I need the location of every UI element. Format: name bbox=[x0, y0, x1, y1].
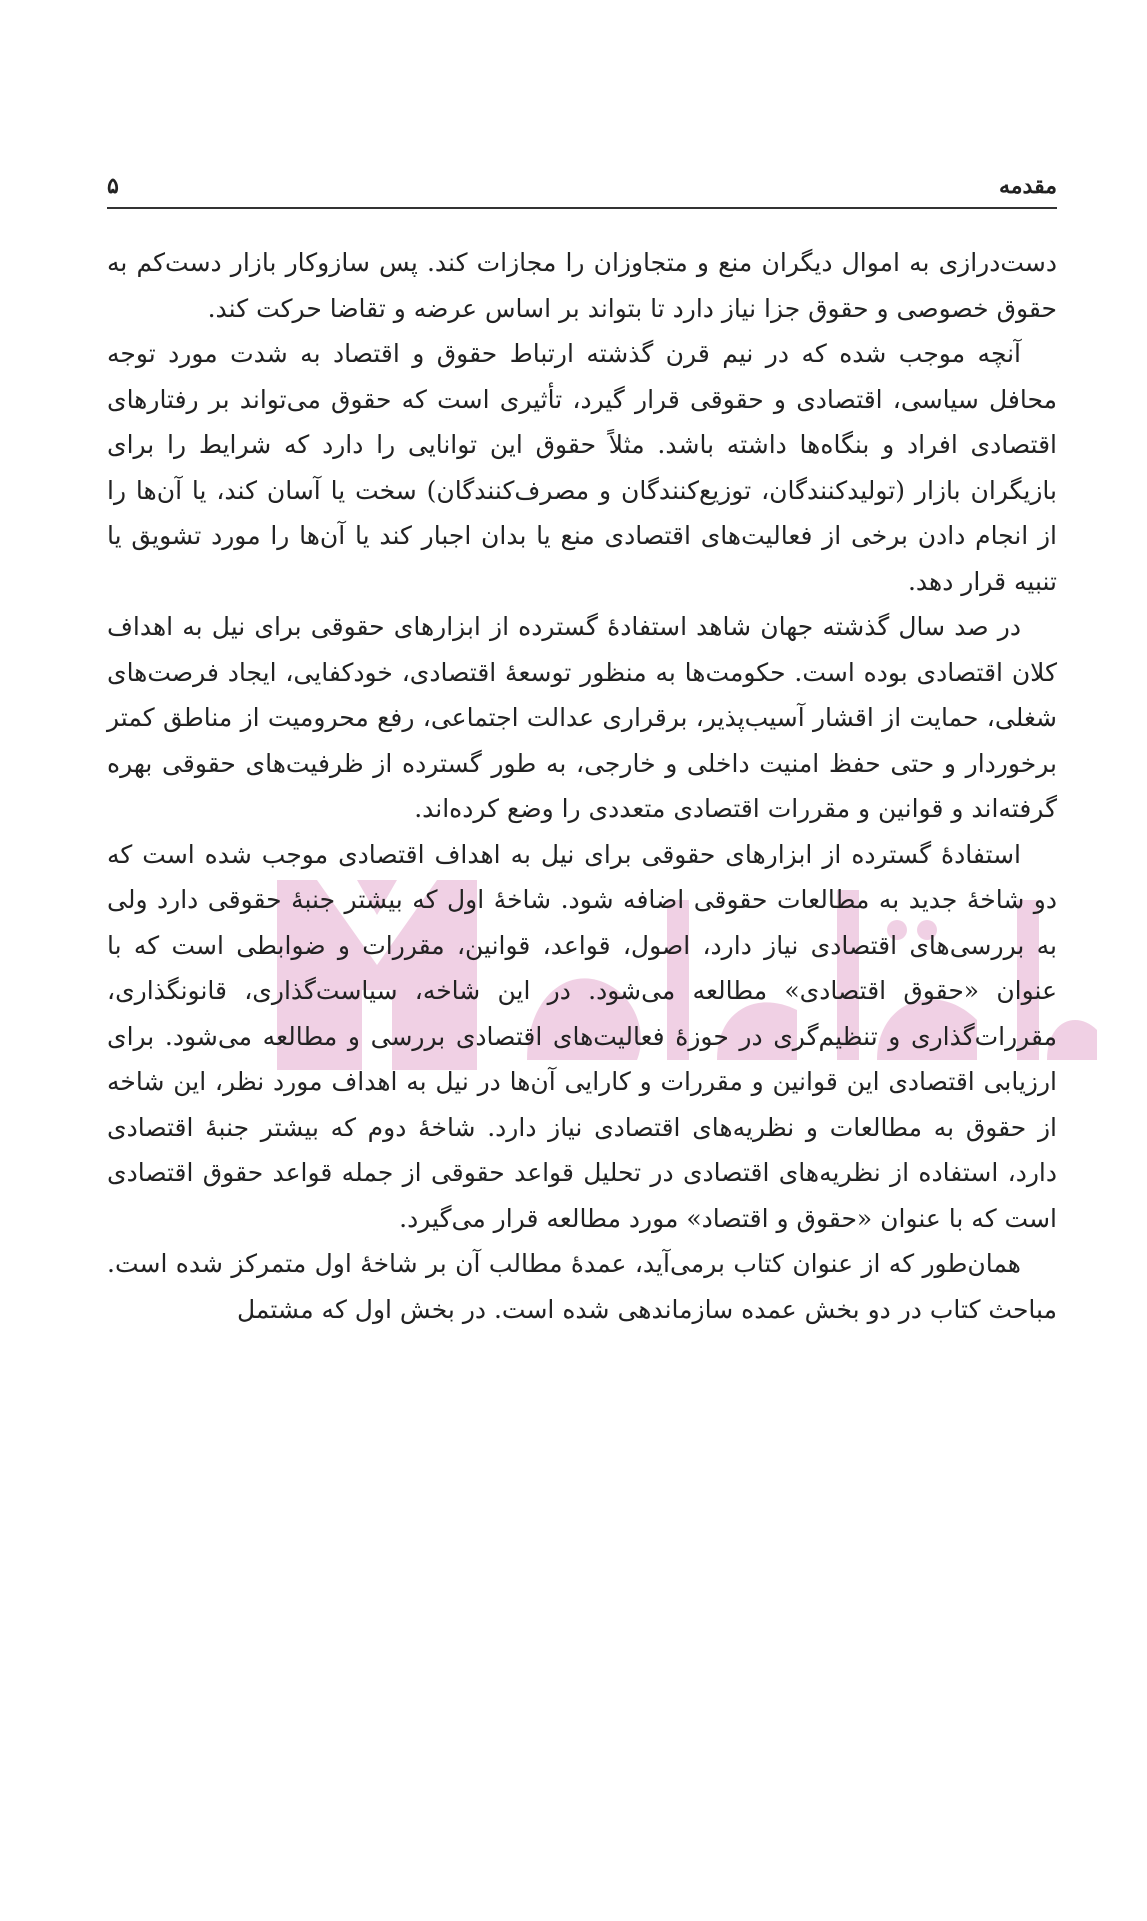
body-text bbox=[107, 240, 1057, 1332]
paragraph-3: در صد سال گذشته جهان شاهد استفادهٔ گسترده از ابزارهای حقوقی برای نیل به اهداف کلان اقتصادی بوده است. حکومت‌ها به منظور توسعهٔ اقتصادی، خودکفایی، ایجاد فرصت‌های شغلی، حمایت از اقشار آسیب‌پذیر، برقراری عدالت اجتماعی، رفع محرومیت از مناطق کمتر برخوردار و حتی حفظ امنیت داخلی و خارجی، به طور گسترده از ظرفیت‌های حقوقی بهره گرفته‌اند و قوانین و مقررات اقتصادی متعددی را وضع کرده‌اند. bbox=[107, 612, 1057, 823]
header-rule bbox=[107, 207, 1057, 209]
paragraph-5: همان‌طور که از عنوان کتاب برمی‌آید، عمدهٔ مطالب آن بر شاخهٔ اول متمرکز شده است. مباحث کتاب در دو بخش عمده سازماندهی شده است. در بخش اول که مشتمل bbox=[107, 1249, 1057, 1324]
paragraph-4: استفادهٔ گسترده از ابزارهای حقوقی برای نیل به اهداف اقتصادی موجب شده است که دو شاخهٔ جدید به مطالعات حقوقی اضافه شود. شاخهٔ اول که بیشتر جنبهٔ حقوقی دارد ولی به بررسی‌های اقتصادی نیاز دارد، اصول، قواعد، قوانین، مقررات و ضوابطی است که با عنوان «حقوق اقتصادی» مطالعه می‌شود. در این شاخه، سیاست‌گذاری، قانونگذاری، مقررات‌گذاری و تنظیم‌گری در حوزهٔ فعالیت‌های اقتصادی بررسی و مطالعه می‌شود. برای ارزیابی اقتصادی این قوانین و مقررات و کارایی آن‌ها در نیل به اهداف مورد نظر، این شاخه از حقوق به مطالعات و نظریه‌های اقتصادی نیاز دارد. شاخهٔ دوم که بیشتر جنبهٔ اقتصادی دارد، استفاده از نظریه‌های اقتصادی در تحلیل قواعد حقوقی از جمله قواعد حقوق اقتصادی است که با عنوان «حقوق و اقتصاد» مورد مطالعه قرار می‌گیرد. bbox=[107, 839, 1057, 1233]
paragraph-2: آنچه موجب شده که در نیم قرن گذشته ارتباط حقوق و اقتصاد به شدت مورد توجه محافل سیاسی، اقتصادی و حقوقی قرار گیرد، تأثیری است که حقوق می‌تواند بر رفتارهای اقتصادی افراد و بنگاه‌ها داشته باشد. مثلاً حقوق این توانایی را دارد که شرایط را برای بازیگران بازار (تولیدکنندگان، توزیع‌کنندگان و مصرف‌کنندگان) سخت یا آسان کند، یا آن‌ها را از انجام دادن برخی از فعالیت‌های اقتصادی منع یا بدان اجبار کند یا آن‌ها را مورد تشویق یا تنبیه قرار دهد. bbox=[107, 339, 1057, 596]
chapter-title: مقدمه bbox=[998, 173, 1057, 199]
paragraph-1: دست‌درازی به اموال دیگران منع و متجاوزان را مجازات کند. پس سازوکار بازار دست‌کم به حقوق خصوصی و حقوق جزا نیاز دارد تا بتواند بر اساس عرضه و تقاضا حرکت کند. bbox=[107, 248, 1057, 323]
page-number: ۵ bbox=[107, 173, 119, 199]
running-header bbox=[107, 168, 1057, 204]
book-page bbox=[107, 0, 1057, 1921]
